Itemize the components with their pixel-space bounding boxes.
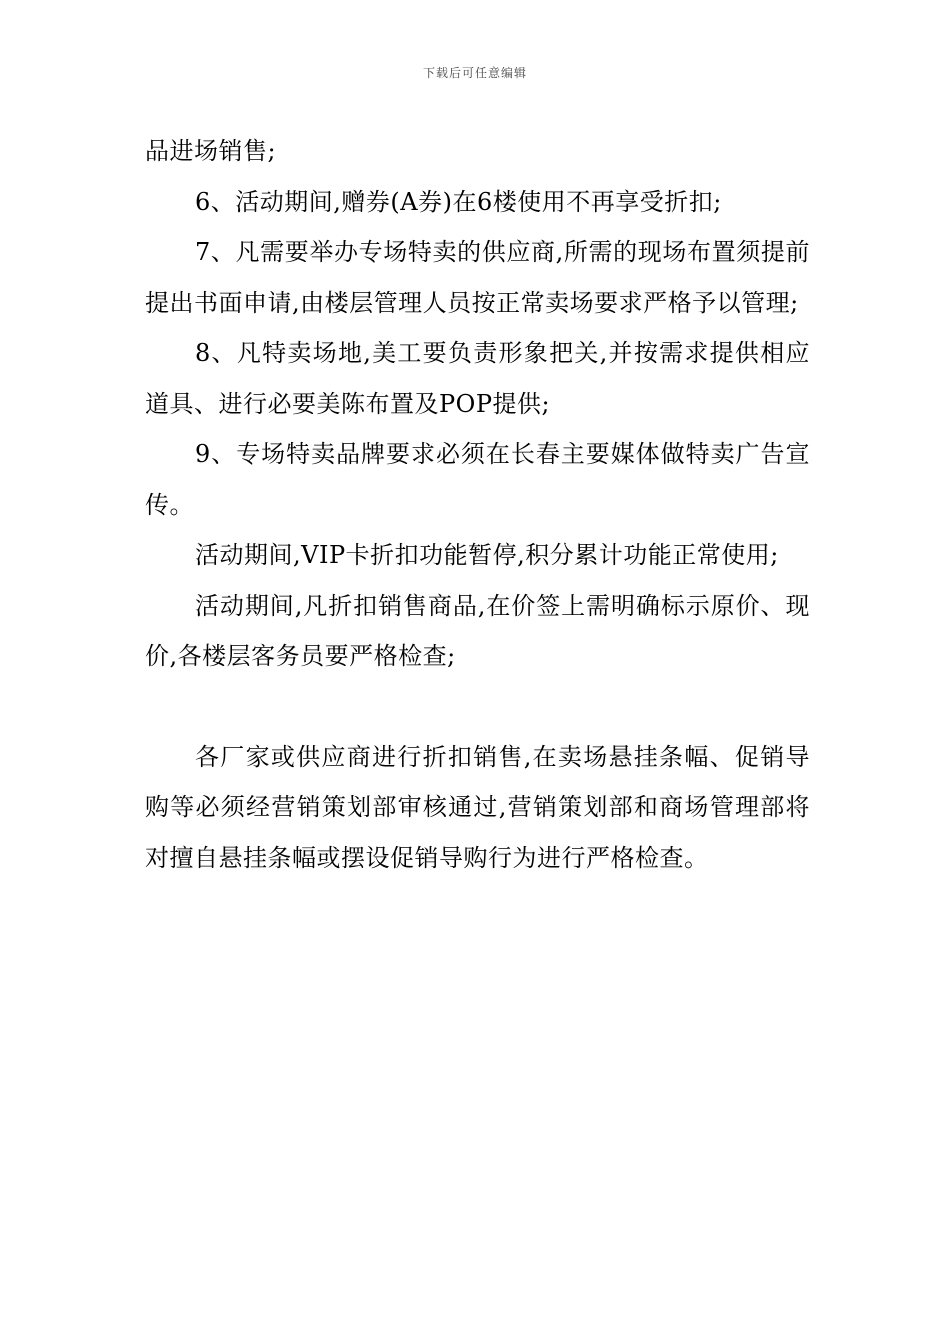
paragraph-continuation: 品进场销售; — [145, 137, 277, 165]
paragraph-vip-card: 活动期间,VIP卡折扣功能暂停,积分累计功能正常使用; — [195, 541, 779, 569]
page-header: 下载后可任意编辑 — [422, 66, 527, 80]
paragraph-item-7: 7、凡需要举办专场特卖的供应商,所需的现场布置须提前提出书面申请,由楼层管理人员按正常卖场要求严格予以管理; — [145, 238, 810, 317]
paragraph-gap — [145, 682, 810, 732]
paragraph-banner-rules: 各厂家或供应商进行折扣销售,在卖场悬挂条幅、促销导购等必须经营销策划部审核通过,营销策划部和商场管理部将对擅自悬挂条幅或摆设促销导购行为进行严格检查。 — [145, 742, 810, 872]
paragraph-item-9: 9、专场特卖品牌要求必须在长春主要媒体做特卖广告宣传。 — [145, 440, 810, 519]
paragraph-price-tag: 活动期间,凡折扣销售商品,在价签上需明确标示原价、现价,各楼层客务员要严格检查; — [145, 591, 810, 670]
paragraph-item-8: 8、凡特卖场地,美工要负责形象把关,并按需求提供相应道具、进行必要美陈布置及POP提供; — [145, 339, 810, 418]
paragraph-item-6: 6、活动期间,赠券(A券)在6楼使用不再享受折扣; — [195, 187, 722, 216]
document-body — [145, 126, 810, 883]
